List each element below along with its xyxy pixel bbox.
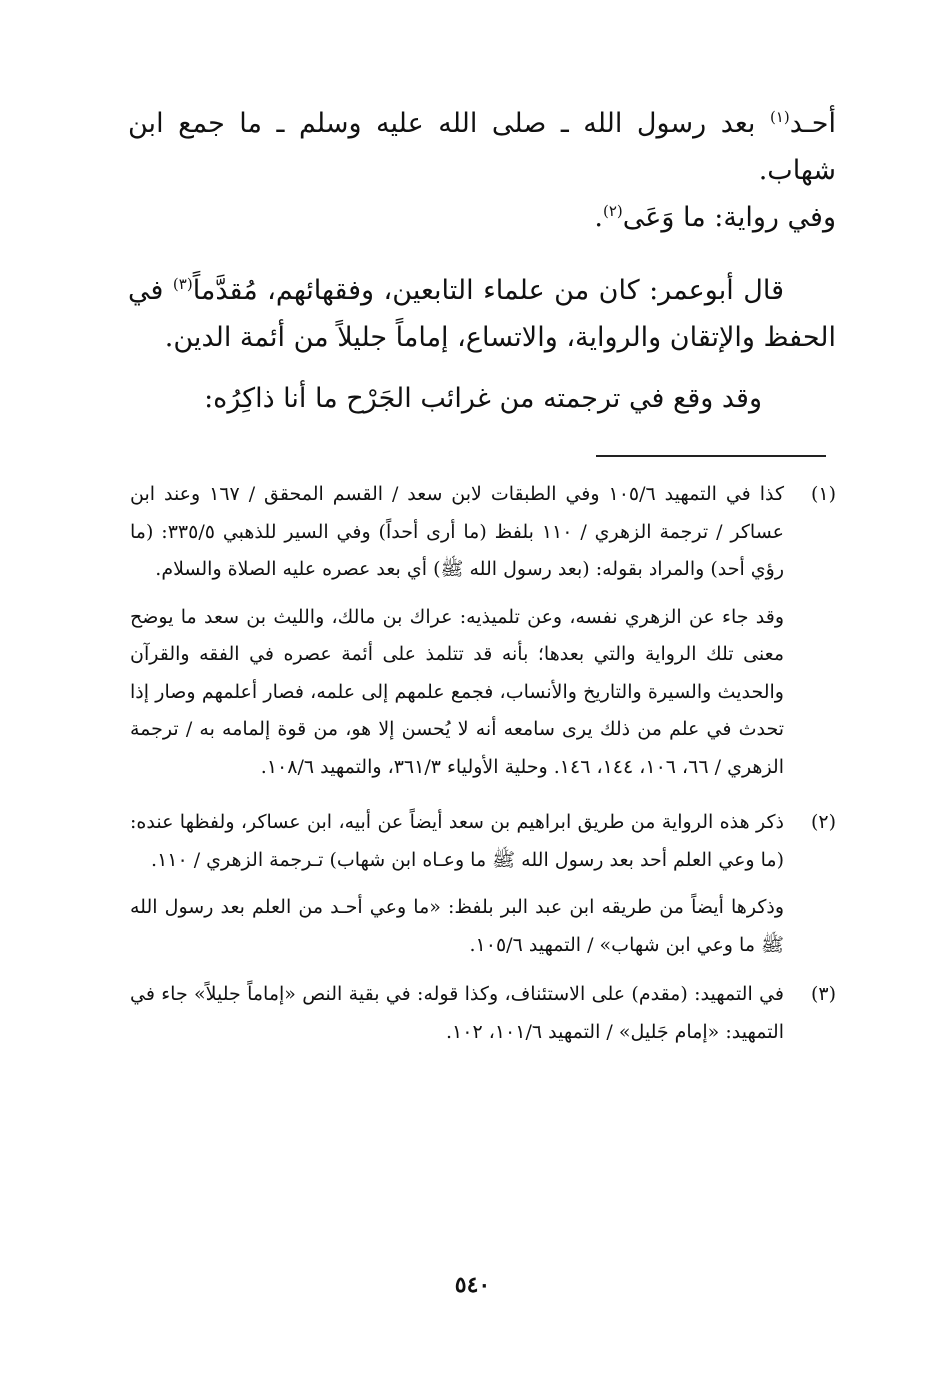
footnote-paragraph: وذكرها أيضاً من طريقه ابن عبد البر بلفظ: «ما وعي أحـد من العلم بعد رسول الله ﷺ ما وعي ابن شهاب» / التمهيد ١٠٥/٦. [130, 896, 784, 956]
footnote-number: (٢) [810, 811, 836, 833]
main-para2-start: قال أبوعمر: كان من علماء التابعين، وفقهائهم، مُقدَّماً [192, 275, 784, 306]
footnote-3 [130, 976, 836, 1051]
footnote-2 [130, 804, 836, 964]
footnote-paragraph: في التمهيد: (مقدم) على الاستئناف، وكذا قوله: في بقية النص «إماماً جليلاً» جاء في التمهيد: «إمام جَليل» / التمهيد ١٠١/٦، ١٠٢. [130, 983, 784, 1043]
footnote-ref-1: (١) [769, 108, 790, 126]
footnote-paragraph: كذا في التمهيد ١٠٥/٦ وفي الطبقات لابن سعد / القسم المحقق / ١٦٧ وعند ابن عساكر / ترجمة الزهري / ١١٠ بلفظ (ما أرى أحداً) وفي السير للذهبي ٣٣٥/٥: (ما رؤي أحد) والمراد بقوله: (بعد رسول الله ﷺ) أي بعد عصره عليه الصلاة والسلام. [130, 483, 785, 580]
main-line1-start: أحـد [789, 108, 836, 139]
main-line2-end: . [594, 202, 603, 233]
main-line1-rest: بعد رسول الله ـ صلى الله عليه وسلم ـ ما جمع ابن شهاب. [128, 108, 836, 186]
footnote-number: (٣) [810, 983, 836, 1005]
footnote-number: (١) [810, 483, 836, 505]
footnote-paragraph: وقد جاء عن الزهري نفسه، وعن تلميذيه: عراك بن مالك، والليث بن سعد ما يوضح معنى تلك الرواية والتي بعدها؛ بأنه قد تتلمذ على أئمة عصره في الفقه والقرآن والحديث والسيرة والتاريخ والأنساب، فجمع علمهم إلى علمه، فصار أعلمهم وصار إذا تحدث في علم من ذلك يرى سامعه أنه لا يُحسن إلا هو، من قوة إلمامه به / ترجمة الزهري / ٦٦، ١٠٦، ١٤٤، ١٤٦. وحلية الأولياء ٣٦١/٣، والتمهيد ١٠٨/٦. [130, 605, 784, 778]
main-line2-start: وفي رواية: ما وَعَى [622, 202, 836, 233]
footnote-ref-3: (٣) [172, 275, 193, 293]
main-paragraph-1 [128, 100, 836, 241]
footnote-1 [130, 476, 836, 786]
footnotes [130, 476, 836, 1051]
main-paragraph-3: وقد وقع في ترجمته من غرائب الجَرْح ما أنا ذاكِرُه: [204, 383, 762, 414]
page-number: ٥٤٠ [454, 1272, 491, 1298]
footnote-paragraph: ذكر هذه الرواية من طريق ابراهيم بن سعد أيضاً عن أبيه، ابن عساكر، ولفظها عنده: (ما وعي العلم أحد بعد رسول الله ﷺ ما وعـاه ابن شهاب) تـرجمة الزهري / ١١٠. [130, 811, 784, 871]
main-paragraph-2 [128, 267, 836, 361]
footnote-ref-2: (٢) [603, 202, 623, 220]
footnote-separator [596, 455, 826, 457]
main-para2-rest: في الحفظ والإتقان والرواية، والاتساع، إماماً جليلاً من أئمة الدين. [128, 275, 836, 353]
main-text [128, 100, 836, 422]
